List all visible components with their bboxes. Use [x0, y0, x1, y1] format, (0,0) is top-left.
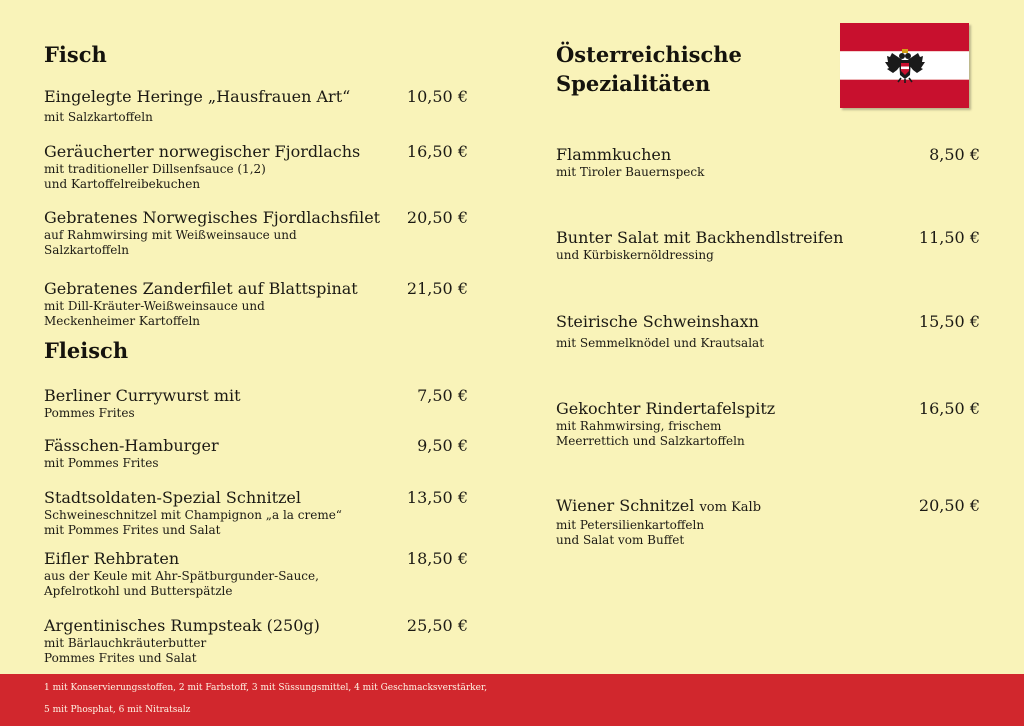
- menu-item: [44, 279, 470, 329]
- item-price: 7,50 €: [417, 386, 468, 405]
- item-desc: Pommes Frites: [44, 406, 135, 420]
- item-desc: auf Rahmwirsing mit Weißweinsauce und Salzkartoffeln: [44, 228, 297, 257]
- footnote-line-1: 1 mit Konservierungsstoffen, 2 mit Farbstoff, 3 mit Süssungsmittel, 4 mit Geschmacksverstärker,: [44, 683, 488, 693]
- item-desc: aus der Keule mit Ahr-Spätburgunder-Sauce, Apfelrotkohl und Butterspätzle: [44, 569, 319, 598]
- item-name: Berliner Currywurst mit: [44, 386, 241, 405]
- item-price: 8,50 €: [929, 145, 980, 164]
- item-name-suffix: vom Kalb: [699, 500, 762, 515]
- item-desc: mit Dill-Kräuter-Weißweinsauce und Meckenheimer Kartoffeln: [44, 299, 265, 328]
- menu-item: [556, 399, 982, 449]
- item-desc: Schweineschnitzel mit Champignon „a la creme“ mit Pommes Frites und Salat: [44, 508, 342, 537]
- menu-item: [44, 208, 470, 258]
- menu-item: [44, 142, 470, 192]
- flag-stripe-bottom: [840, 80, 969, 108]
- item-name: Gebratenes Norwegisches Fjordlachsfilet: [44, 208, 381, 227]
- menu-item: [556, 145, 982, 180]
- item-name: Eifler Rehbraten: [44, 549, 180, 568]
- item-desc: mit Bärlauchkräuterbutter Pommes Frites und Salat: [44, 636, 207, 665]
- menu-item: [556, 312, 982, 351]
- item-desc: mit Petersilienkartoffeln und Salat vom Buffet: [556, 518, 705, 547]
- item-price: 16,50 €: [918, 399, 980, 418]
- item-desc: mit Tiroler Bauernspeck: [556, 165, 705, 179]
- item-price: 20,50 €: [406, 208, 468, 227]
- item-name: Argentinisches Rumpsteak (250g): [44, 616, 320, 635]
- item-desc: mit Semmelknödel und Krautsalat: [556, 336, 765, 350]
- item-desc: mit Salzkartoffeln: [44, 110, 153, 124]
- item-name: Eingelegte Heringe „Hausfrauen Art“: [44, 87, 351, 106]
- item-price: 21,50 €: [406, 279, 468, 298]
- section-title-oesterreich: [556, 40, 742, 98]
- item-price: 25,50 €: [406, 616, 468, 635]
- footer-allergens: [0, 674, 1024, 726]
- item-price: 9,50 €: [417, 436, 468, 455]
- item-price: 13,50 €: [406, 488, 468, 507]
- item-desc: mit Pommes Frites: [44, 456, 159, 470]
- menu-item: [44, 436, 470, 471]
- item-name: Stadtsoldaten-Spezial Schnitzel: [44, 488, 302, 507]
- item-name: Geräucherter norwegischer Fjordlachs: [44, 142, 361, 161]
- item-name-main: Wiener Schnitzel: [556, 496, 695, 515]
- menu-item: [44, 386, 470, 421]
- section-title-line1: Österreichische: [556, 42, 742, 67]
- item-price: 15,50 €: [918, 312, 980, 331]
- item-price: 10,50 €: [406, 87, 468, 106]
- item-price: 16,50 €: [406, 142, 468, 161]
- menu-item: [44, 488, 470, 538]
- menu-item: [556, 496, 982, 548]
- item-desc: mit Rahmwirsing, frischem Meerrettich und Salzkartoffeln: [556, 419, 745, 448]
- section-title-line2: Spezialitäten: [556, 71, 711, 96]
- menu-item: [556, 228, 982, 263]
- item-name: Steirische Schweinshaxn: [556, 312, 759, 331]
- item-desc: mit traditioneller Dillsenfsauce (1,2) und Kartoffelreibekuchen: [44, 162, 266, 191]
- footnote-line-2: 5 mit Phosphat, 6 mit Nitratsalz: [44, 705, 191, 715]
- item-name: Bunter Salat mit Backhendlstreifen: [556, 228, 844, 247]
- item-desc: und Kürbiskernöldressing: [556, 248, 714, 262]
- item-name: Gekochter Rindertafelspitz: [556, 399, 776, 418]
- austrian-flag-with-eagle-icon: [840, 23, 969, 108]
- menu-item: [44, 616, 470, 666]
- item-price: 11,50 €: [918, 228, 980, 247]
- item-name: Gebratenes Zanderfilet auf Blattspinat: [44, 279, 358, 298]
- item-name: Flammkuchen: [556, 145, 672, 164]
- section-title-fleisch: Fleisch: [44, 338, 129, 363]
- menu-item: [44, 87, 470, 125]
- item-price: 20,50 €: [918, 496, 980, 515]
- section-title-fisch: Fisch: [44, 42, 107, 67]
- flag-stripe-top: [840, 23, 969, 51]
- item-name: Fässchen-Hamburger: [44, 436, 219, 455]
- item-price: 18,50 €: [406, 549, 468, 568]
- menu-item: [44, 549, 470, 599]
